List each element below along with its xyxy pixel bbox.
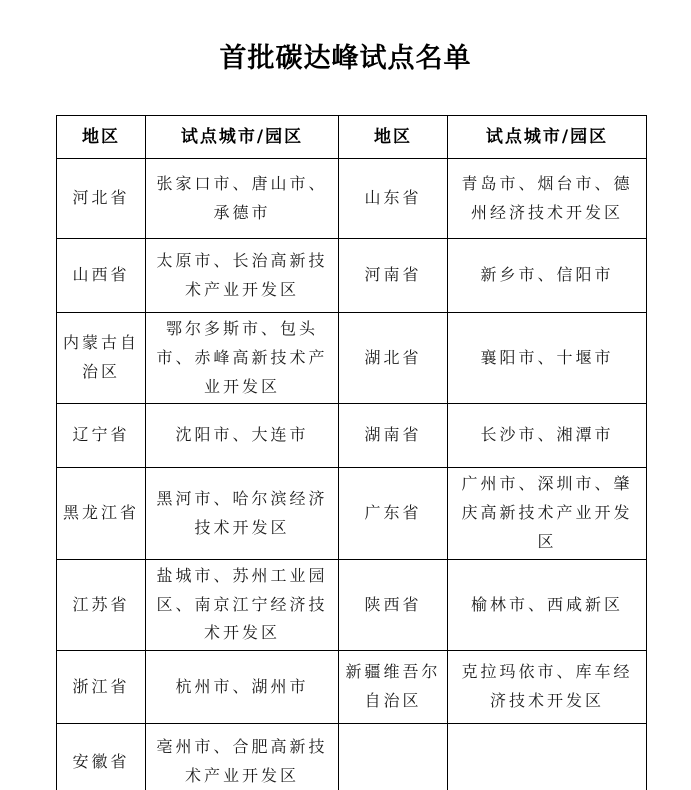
table-row	[57, 724, 647, 790]
cities-cell: 亳州市、合肥高新技术产业开发区	[146, 724, 339, 790]
region-cell: 新疆维吾尔自治区	[339, 651, 448, 724]
table-header-row	[57, 116, 647, 159]
cities-cell: 沈阳市、大连市	[146, 404, 339, 468]
cities-cell: 克拉玛依市、库车经济技术开发区	[448, 651, 647, 724]
cities-cell: 杭州市、湖州市	[146, 651, 339, 724]
cities-cell: 长沙市、湘潭市	[448, 404, 647, 468]
region-cell: 河北省	[57, 159, 146, 239]
cities-cell	[448, 724, 647, 790]
cities-cell: 新乡市、信阳市	[448, 239, 647, 313]
header-region-right: 地区	[339, 116, 448, 159]
cities-cell: 太原市、长治高新技术产业开发区	[146, 239, 339, 313]
region-cell: 山东省	[339, 159, 448, 239]
pilot-table	[56, 115, 647, 790]
cities-cell: 黑河市、哈尔滨经济技术开发区	[146, 468, 339, 559]
table-row	[57, 559, 647, 650]
table-row	[57, 651, 647, 724]
cities-cell: 榆林市、西咸新区	[448, 559, 647, 650]
cities-cell: 鄂尔多斯市、包头市、赤峰高新技术产业开发区	[146, 313, 339, 404]
table-row	[57, 313, 647, 404]
header-cities-right: 试点城市/园区	[448, 116, 647, 159]
region-cell: 黑龙江省	[57, 468, 146, 559]
cities-cell: 襄阳市、十堰市	[448, 313, 647, 404]
page-title: 首批碳达峰试点名单	[219, 43, 472, 74]
cities-cell: 张家口市、唐山市、承德市	[146, 159, 339, 239]
region-cell	[339, 724, 448, 790]
region-cell: 河南省	[339, 239, 448, 313]
header-cities-left: 试点城市/园区	[146, 116, 339, 159]
cities-cell: 广州市、深圳市、肇庆高新技术产业开发区	[448, 468, 647, 559]
cities-cell: 青岛市、烟台市、德州经济技术开发区	[448, 159, 647, 239]
region-cell: 辽宁省	[57, 404, 146, 468]
region-cell: 广东省	[339, 468, 448, 559]
region-cell: 江苏省	[57, 559, 146, 650]
region-cell: 内蒙古自治区	[57, 313, 146, 404]
region-cell: 安徽省	[57, 724, 146, 790]
region-cell: 浙江省	[57, 651, 146, 724]
table-row	[57, 404, 647, 468]
region-cell: 湖南省	[339, 404, 448, 468]
table-row	[57, 239, 647, 313]
region-cell: 陕西省	[339, 559, 448, 650]
region-cell: 湖北省	[339, 313, 448, 404]
table-row	[57, 159, 647, 239]
header-region-left: 地区	[57, 116, 146, 159]
cities-cell: 盐城市、苏州工业园区、南京江宁经济技术开发区	[146, 559, 339, 650]
region-cell: 山西省	[57, 239, 146, 313]
table-row	[57, 468, 647, 559]
